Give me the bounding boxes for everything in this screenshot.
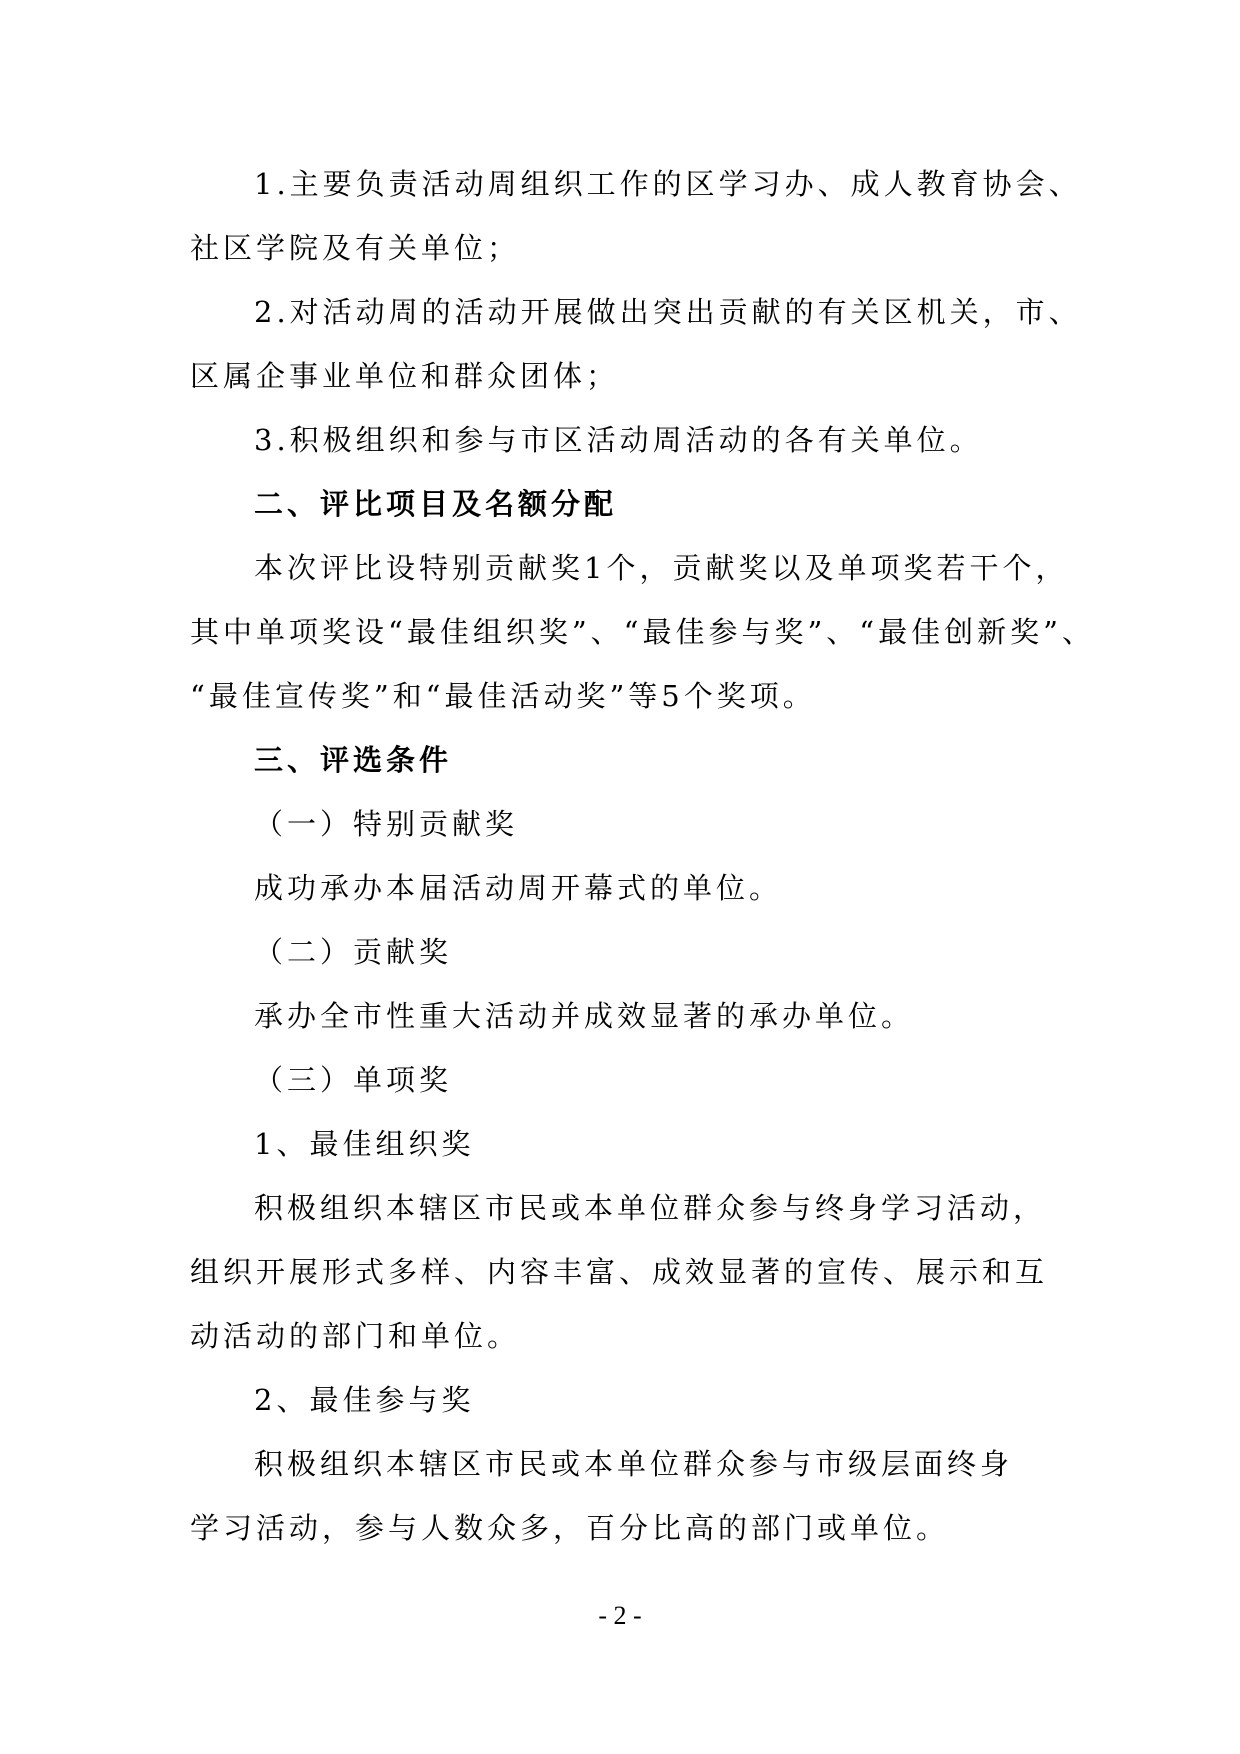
section-heading: 三、评选条件 [254,743,453,777]
page-number: - 2 - [598,1601,642,1630]
paragraph-line: 本次评比设特别贡献奖1个，贡献奖以及单项奖若干个， [254,551,1069,585]
paragraph-line: 积极组织本辖区市民或本单位群众参与市级层面终身 [254,1447,1014,1481]
paragraph-line: 学习活动，参与人数众多，百分比高的部门或单位。 [190,1511,950,1545]
subsection-heading: （二）贡献奖 [254,935,453,969]
paragraph-line: 区属企事业单位和群众团体； [190,359,620,393]
item-heading: 1、最佳组织奖 [254,1127,475,1161]
paragraph-line: 1.主要负责活动周组织工作的区学习办、成人教育协会、 [254,167,1082,201]
item-heading: 2、最佳参与奖 [254,1383,475,1417]
paragraph-line: 组织开展形式多样、内容丰富、成效显著的宣传、展示和互 [190,1255,1049,1289]
paragraph-line: “最佳宣传奖”和“最佳活动奖”等5个奖项。 [190,679,816,713]
paragraph-line: 积极组织本辖区市民或本单位群众参与终身学习活动， [254,1191,1047,1225]
paragraph-line: 动活动的部门和单位。 [190,1319,521,1353]
paragraph-line: 成功承办本届活动周开幕式的单位。 [254,871,783,905]
paragraph-line: 2.对活动周的活动开展做出突出贡献的有关区机关，市、 [254,295,1082,329]
subsection-heading: （三）单项奖 [254,1063,453,1097]
section-heading: 二、评比项目及名额分配 [254,487,618,521]
paragraph-line: 其中单项奖设“最佳组织奖”、“最佳参与奖”、“最佳创新奖”、 [190,615,1095,649]
subsection-heading: （一）特别贡献奖 [254,807,519,841]
paragraph-line: 承办全市性重大活动并成效显著的承办单位。 [254,999,915,1033]
paragraph-line: 社区学院及有关单位； [190,231,521,265]
paragraph-line: 3.积极组织和参与市区活动周活动的各有关单位。 [254,423,983,457]
